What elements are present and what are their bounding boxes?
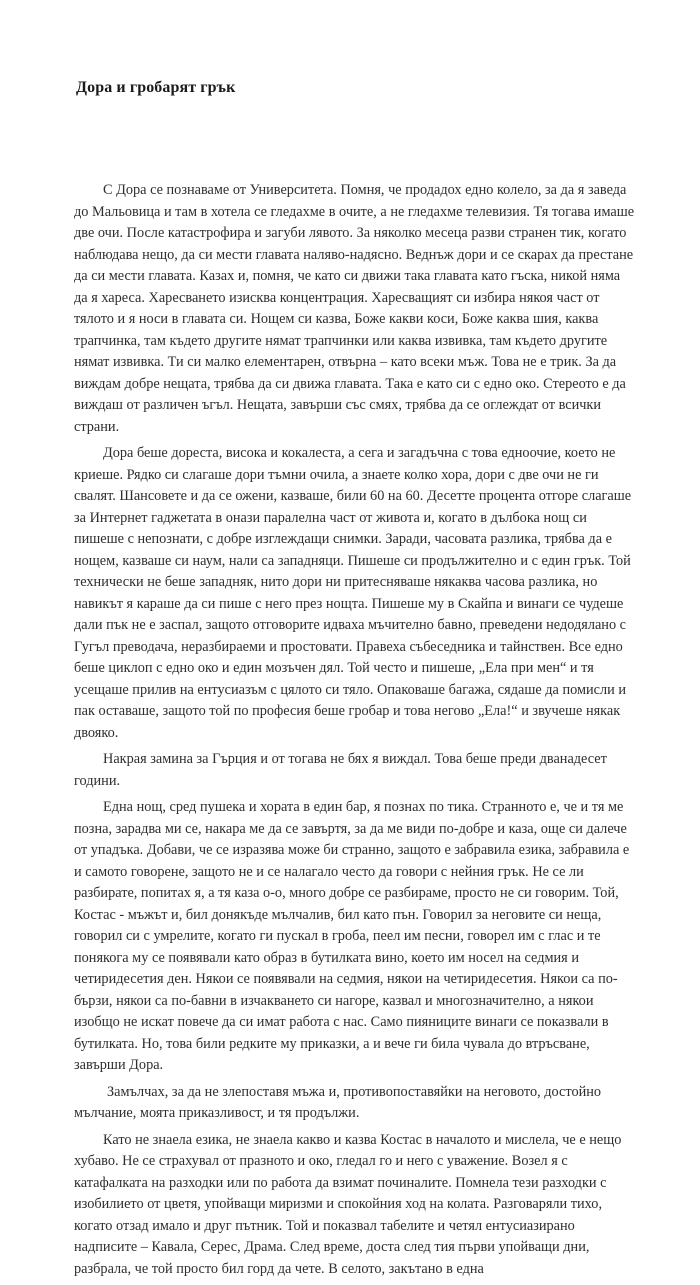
paragraph-4: Една нощ, сред пушека и хората в един бар, я познах по тика. Странното е, че и тя ме позна, зарадва ми се, накара ме да се завъртя, за да ме види по-добре и каза, още си далече от упадъка. Добави, че се изразява може би странно, защото е забравила езика, забравила е и самото говорене, защото не и се налагало често да говори с нейния грък. Не се ли разбирате, попитах я, а тя каза о-о, много добре се разбираме, просто не си говорим. Той, Костас - мъжът и, бил донякъде мълчалив, бил като пън. Говорил за неговите си неща, говорил си с умрелите, когато ги пускал в гроба, пеел им песни, говорел им с глас и те понякога му се появявали като образ в бутилката вино, което им носел на седмия и четиридесетия ден. Някои се появявали на седмия, някои на четиридесетия. Някои са по-бързи, някои са по-бавни в изчакването си нагоре, казвал и многозначително, а някои изобщо не искат повече да си имат работа с нас. Само пияниците винаги се показвали в бутилката. Но, това били редките му приказки, а и вече ги била чувала до втръсване, завърши Дора. <box>74 799 630 1073</box>
paragraph-2: Дора беше дореста, висока и кокалеста, а сега и загадъчна с това едноочие, което не криеше. Рядко си слагаше дори тъмни очила, а знаете колко хора, дори с две очи не ги свалят. Шансовете и да се ожени, казваше, били 60 на 60. Десетте процента отгоре слагаше за Интернет гаджетата в онази паралелна част от живота и, когато в дълбока нощ си пишеше с непознати, с добре изглеждащи снимки. Заради, часовата разлика, трябва да е нощем, казваше си наум, нали са западняци. Пишеше си продължително и с един грък. Той технически не беше западняк, нито дори ни притесняваше някаква часова разлика, но навикът я караше да си пише с него през нощта. Пишеше му в Скайпа и винаги се чудеше дали пък не е заспал, защото отговорите идваха мъчително бавно, преведени недодялано с Гугъл преводача, неразбираеми и простовати. Правеха събеседника и тайнствен. Все едно беше циклоп с едно око и един мозъчен дял. Той често и пишеше, „Ела при мен“ и тя усещаше прилив на ентусиазъм с цялото си тяло. Опаковаше багажа, сядаше да помисли и пак оставаше, защото той по професия беше гробар и това негово „Ела!“ и звучеше някак двояко. <box>74 445 632 741</box>
paragraph-1: С Дора се познаваме от Университета. Помня, че продадох едно колело, за да я заведа до Мальовица и там в хотела се гледахме в очите, а не гледахме телевизия. Тя тогава имаше две очи. После катастрофира и загуби лявото. За няколко месеца разви странен тик, когато наблюдава нещо, да си мести главата наляво-надясно. Веднъж дори и се скарах да престане да си мести главата. Казах и, помня, че като си движи така главата като гъска, никой няма да я хареса. Харесването изисква концентрация. Харесващият си избира някоя част от тялото и я носи в главата си. Нощем си казва, Боже какви коси, Боже каква шия, каква трапчинка, там където другите нямат трапчинки или каква извивка, там където другите нямат извивка. Ти си малко елементарен, отвърна – като всеки мъж. Това не е трик. За да виждам добре нещата, трябва да си движа главата. Така е като си с едно око. Стереото е да виждаш от различен ъгъл. Нещата, завърши със смях, трябва да се оглеждат от всички страни. <box>74 182 635 435</box>
story-body <box>74 180 636 1285</box>
paragraph-5: Замълчах, за да не злепоставя мъжа и, противопоставяйки на неговото, достойно мълчание, моята приказливост, и тя продължи. <box>74 1083 602 1121</box>
story-title: Дора и гробарят грък <box>76 79 236 96</box>
paragraph-3: Накрая замина за Гърция и от тогава не бях я виждал. Това беше преди дванадесет години. <box>74 751 607 789</box>
paragraph-6: Като не знаела езика, не знаела какво и казва Костас в началото и мислела, че е нещо хубаво. Не се страхувал от празното и око, гледал го и него с уважение. Возел я с катафалката на разходки или по работа да взимат починалите. Помнела тези разходки с изобилието от цветя, упойващи миризми и спокойния ход на колата. Разговаряли тихо, когато отзад имало и друг пътник. Той и показвал табелите и четял ентусиазирано надписите – Кавала, Серес, Драма. След време, доста след тия първи упойващи дни, разбрала, че той просто бил горд да чете. В селото, закътано в една <box>74 1131 622 1277</box>
